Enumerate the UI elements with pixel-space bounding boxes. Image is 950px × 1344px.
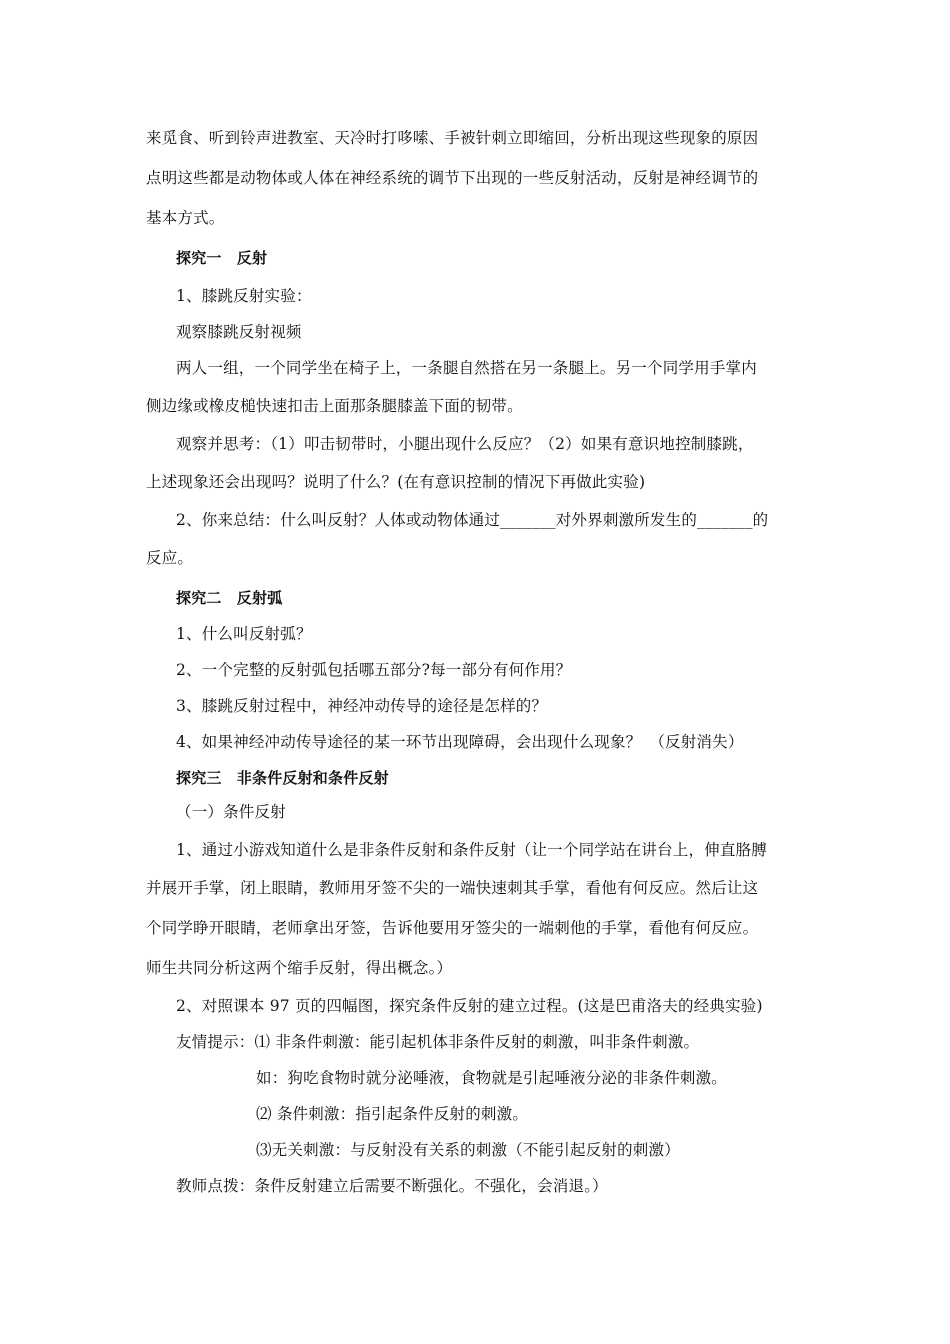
paragraph-line: 观察并思考：（1）叩击韧带时，小腿出现什么反应？（2）如果有意识地控制膝跳， bbox=[176, 435, 754, 453]
paragraph-line: 个同学睁开眼睛，老师拿出牙签，告诉他要用牙签尖的一端刺他的手掌，看他有何反应。 bbox=[146, 919, 759, 937]
paragraph-line: 观察膝跳反射视频 bbox=[176, 323, 302, 341]
paragraph-line: 上述现象还会出现吗？说明了什么？(在有意识控制的情况下再做此实验) bbox=[146, 473, 646, 491]
paragraph-line: ⑵ 条件刺激：指引起条件反射的刺激。 bbox=[256, 1105, 529, 1123]
paragraph-line: 友情提示：⑴ 非条件刺激：能引起机体非条件反射的刺激，叫非条件刺激。 bbox=[176, 1033, 700, 1051]
section-heading-3: 探究三 非条件反射和条件反射 bbox=[176, 769, 389, 787]
paragraph-line: 1、什么叫反射弧？ bbox=[176, 625, 312, 643]
paragraph-line: 基本方式。 bbox=[146, 209, 225, 227]
paragraph-line: 反应。 bbox=[146, 549, 194, 567]
subsection-heading: （一）条件反射 bbox=[176, 803, 286, 821]
paragraph-line: 3、膝跳反射过程中，神经冲动传导的途径是怎样的？ bbox=[176, 697, 548, 715]
paragraph-line: 师生共同分析这两个缩手反射，得出概念。） bbox=[146, 959, 453, 977]
paragraph-line: 如：狗吃食物时就分泌唾液，食物就是引起唾液分泌的非条件刺激。 bbox=[256, 1069, 728, 1087]
paragraph-line: 点明这些都是动物体或人体在神经系统的调节下出现的一些反射活动，反射是神经调节的 bbox=[146, 169, 759, 187]
paragraph-line: 1、通过小游戏知道什么是非条件反射和条件反射（让一个同学站在讲台上，伸直胳膊 bbox=[176, 841, 767, 859]
paragraph-line: 并展开手掌，闭上眼睛，教师用牙签不尖的一端快速刺其手掌，看他有何反应。然后让这 bbox=[146, 879, 759, 897]
paragraph-line: 2、你来总结：什么叫反射？人体或动物体通过_______对外界刺激所发生的_______的 bbox=[176, 511, 769, 529]
paragraph-line: 来觅食、听到铃声进教室、天冷时打哆嗦、手被针刺立即缩回，分析出现这些现象的原因 bbox=[146, 129, 759, 147]
paragraph-line: 两人一组，一个同学坐在椅子上，一条腿自然搭在另一条腿上。另一个同学用手掌内 bbox=[176, 359, 757, 377]
paragraph-line: 4、如果神经冲动传导途径的某一环节出现障碍，会出现什么现象？ （反射消失） bbox=[176, 733, 744, 751]
section-heading-2: 探究二 反射弧 bbox=[176, 589, 283, 607]
paragraph-line: 教师点拨：条件反射建立后需要不断强化。不强化，会消退。） bbox=[176, 1177, 608, 1195]
section-heading-1: 探究一 反射 bbox=[176, 249, 268, 267]
paragraph-line: 1、膝跳反射实验： bbox=[176, 287, 312, 305]
paragraph-line: ⑶无关刺激：与反射没有关系的刺激（不能引起反射的刺激） bbox=[256, 1141, 680, 1159]
paragraph-line: 2、对照课本 97 页的四幅图，探究条件反射的建立过程。(这是巴甫洛夫的经典实验) bbox=[176, 997, 763, 1015]
paragraph-line: 侧边缘或橡皮槌快速扣击上面那条腿膝盖下面的韧带。 bbox=[146, 397, 523, 415]
paragraph-line: 2、一个完整的反射弧包括哪五部分?每一部分有何作用？ bbox=[176, 661, 572, 679]
